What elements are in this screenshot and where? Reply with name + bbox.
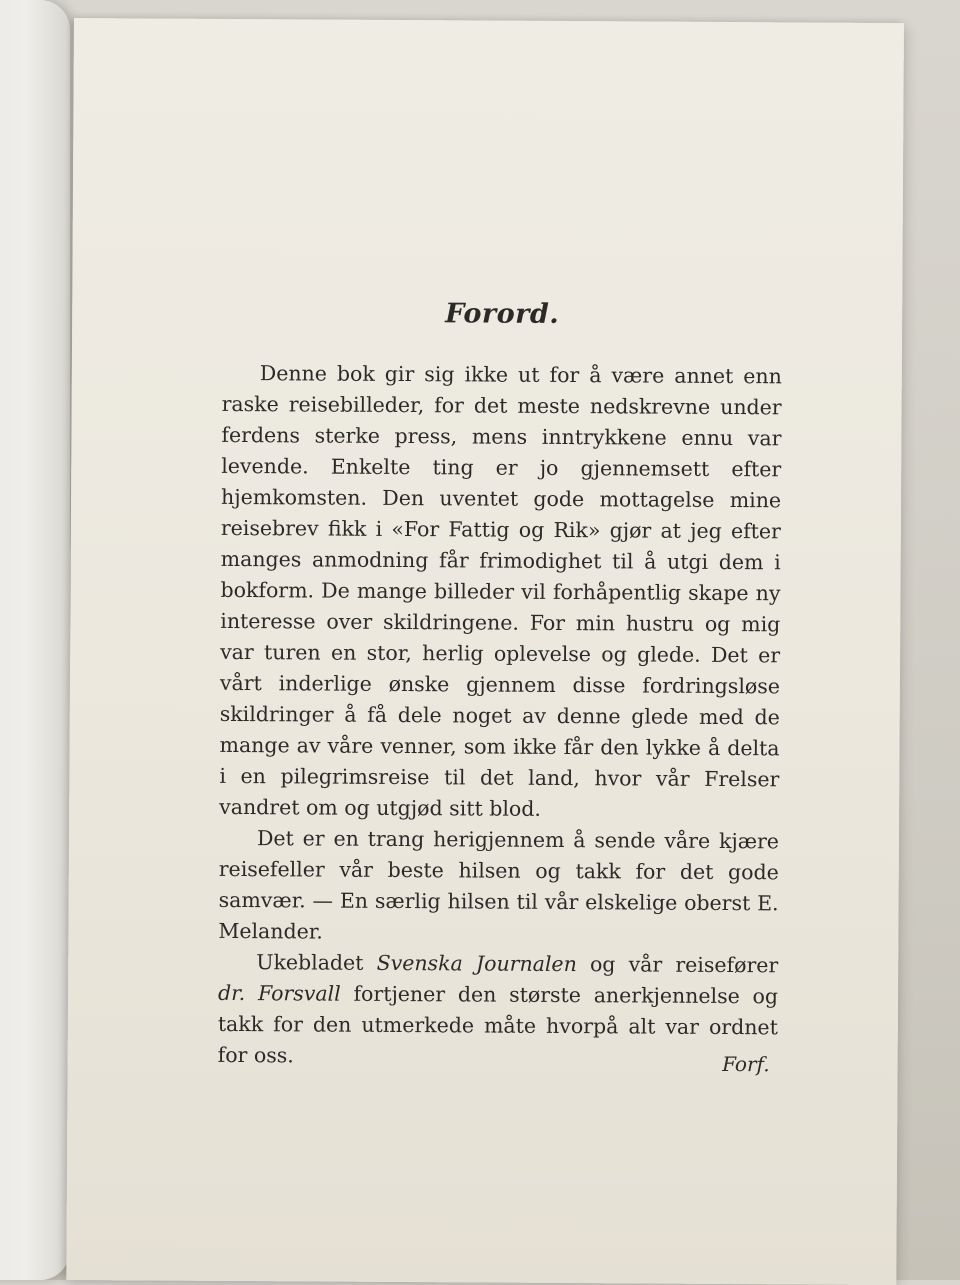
guide-name: dr. Forsvall [217,980,341,1006]
paragraph-2: Det er en trang herigjennem å sende våre kjære reisefeller vår beste hilsen og takk for det gode samvær. — En særlig hilsen til vår elskelige oberst E. Melander. [218,826,780,944]
author-signature: Forf. [722,1051,770,1077]
paragraph-3-mid: og vår reisefører [576,952,779,978]
magazine-name: Svenska Journalen [376,950,577,977]
paragraph-3-suffix: fortjener den største anerkjennelse og takk for den utmerkede måte hvorpå alt var ordnet for oss. [217,981,779,1068]
paragraph-3-prefix: Ukebladet [256,950,377,975]
paragraph-1: Denne bok gir sig ikke ut for å være annet enn raske reisebilleder, for det meste nedskrevne under ferdens sterke press, mens inntrykkene ennu var levende. Enkelte ting er jo gjennemsett efter hjemkomsten. Den uventet gode mottagelse mine reisebrev fikk i «For Fattig og Rik» gjør at jeg efter manges anmodning får frimodighet til å utgi dem i bokform. De mange billeder vil forhåpentlig skape ny interesse over skildringene. For min hustru og mig var turen en stor, herlig oplevelse og glede. Det er vårt inderlige ønske gjennem disse fordringsløse skildringer å få dele noget av denne glede med de mange av våre venner, som ikke får den lykke å delta i en pilegrimsreise til det land, hvor vår Frelser vandret om og utgjød sitt blod. [219,361,782,821]
book-page [66,18,904,1285]
left-page-edge [0,0,70,1280]
preface-content [218,297,783,1076]
page-title: Forord. [445,298,560,330]
